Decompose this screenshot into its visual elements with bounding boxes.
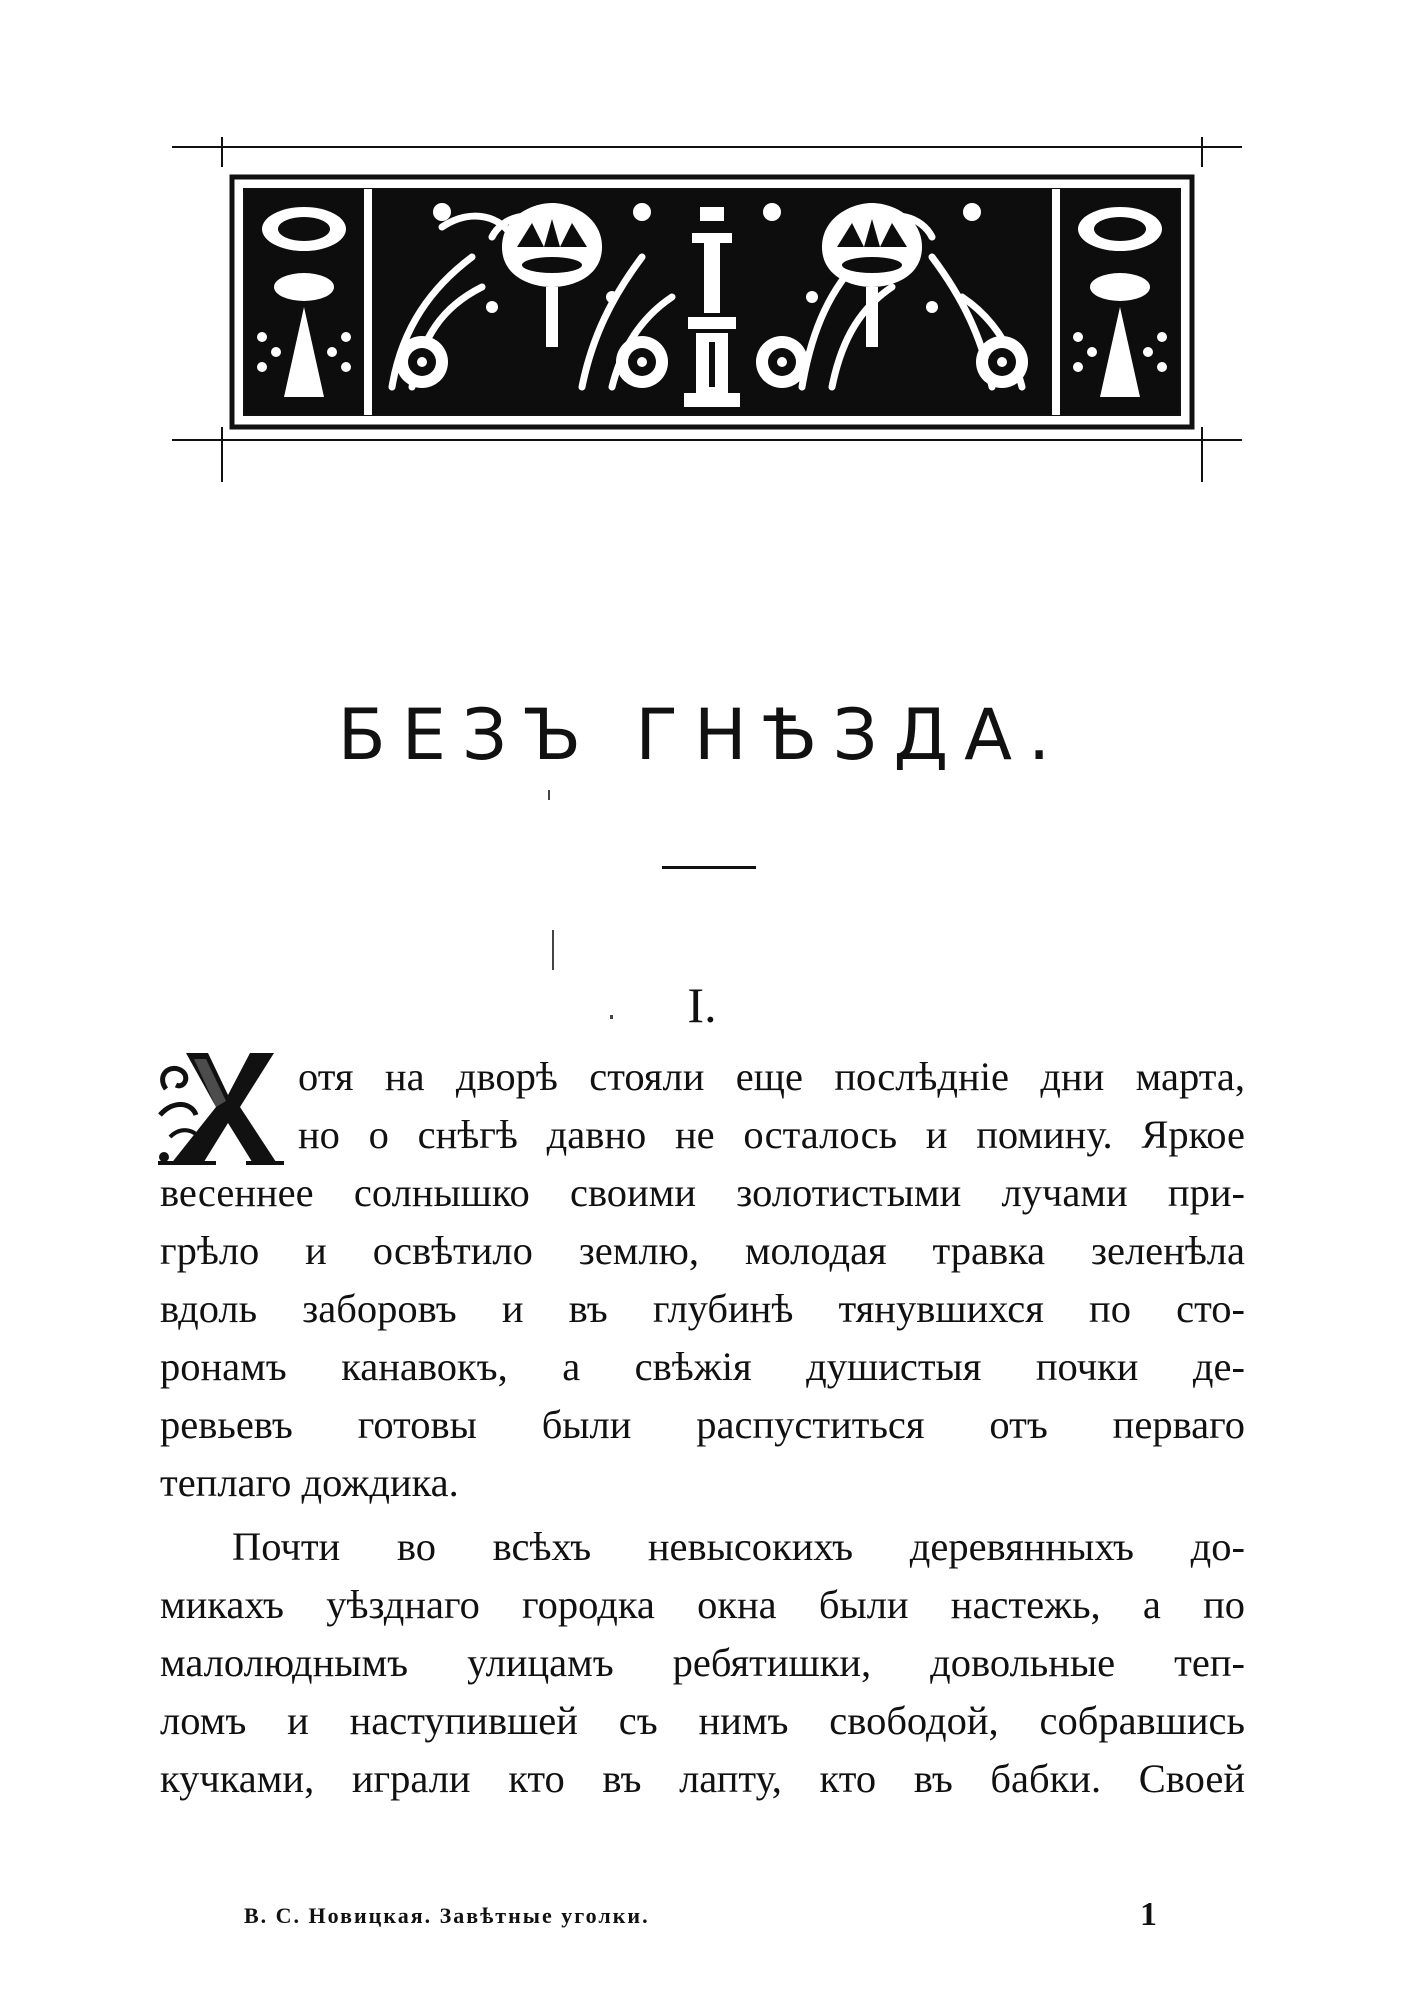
- scan-speck: [548, 790, 550, 800]
- text-line: ронамъ канавокъ, а свѣжія душистыя почки де-: [160, 1344, 1245, 1389]
- paragraph-2: [160, 1518, 1245, 1808]
- text-line: Почти во всѣхъ невысокихъ деревянныхъ до-: [232, 1524, 1245, 1569]
- body-text: [160, 1048, 1245, 1808]
- page-title: БЕЗЪ ГНѢЗДА.: [337, 694, 1067, 776]
- scan-speck: [552, 930, 554, 970]
- text-line: грѣло и освѣтило землю, молодая травка зеленѣла: [160, 1228, 1245, 1273]
- text-line: весеннее солнышко своими золотистыми лучами при-: [160, 1170, 1245, 1215]
- text-line: ревьевъ готовы были распуститься отъ перваго: [160, 1402, 1245, 1447]
- paragraph-1: [160, 1048, 1245, 1512]
- running-footer: В. С. Новицкая. Завѣтные уголки.: [244, 1903, 650, 1928]
- ornamental-headpiece: [172, 137, 1242, 482]
- chapter-number: I.: [687, 977, 717, 1033]
- text-line: микахъ уѣзднаго городка окна были настежь, а по: [160, 1582, 1245, 1627]
- text-line: вдоль заборовъ и въ глубинѣ тянувшихся по сто-: [160, 1286, 1245, 1331]
- text-line: теплаго дождика.: [160, 1460, 459, 1505]
- text-line: ломъ и наступившей съ нимъ свободой, собравшись: [160, 1698, 1245, 1743]
- text-line: но о снѣгѣ давно не осталось и помину. Яркое: [298, 1112, 1245, 1157]
- title-divider: [662, 866, 756, 869]
- page-number: 1: [1140, 1896, 1157, 1933]
- text-line: отя на дворѣ стояли еще послѣдніе дни марта,: [298, 1054, 1245, 1099]
- text-line: малолюднымъ улицамъ ребятишки, довольные теп-: [160, 1640, 1245, 1685]
- text-line: кучками, играли кто въ лапту, кто въ бабки. Своей: [160, 1756, 1245, 1801]
- scan-speck: [610, 1015, 613, 1019]
